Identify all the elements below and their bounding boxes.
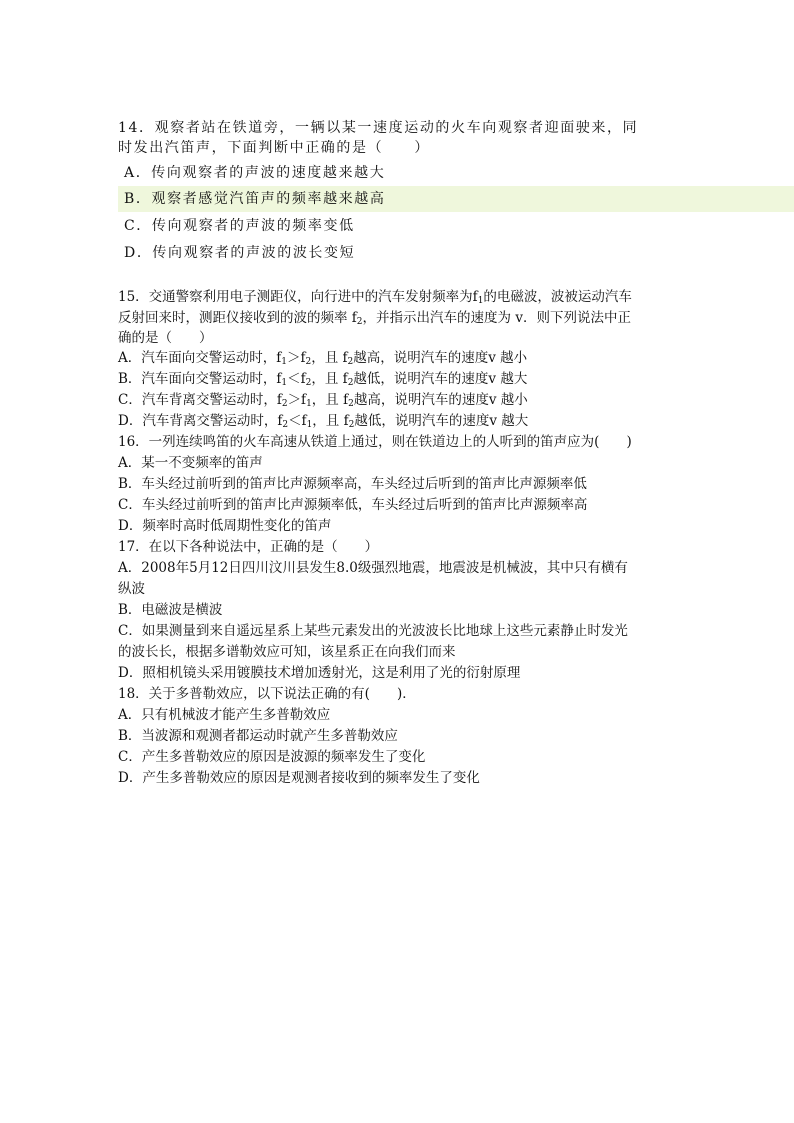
q17-option-a-line1: A．2008年5月12日四川汶川县发生8.0级强烈地震，地震波是机械波，其中只有横有 [118, 560, 628, 576]
q14-option-d: D．传向观察者的声波的波长变短 [124, 245, 356, 261]
q14-stem-line2: 时发出汽笛声，下面判断中正确的是（ ） [118, 140, 430, 156]
q15-stem-line1: 15．交通警察利用电子测距仪，向行进中的汽车发射频率为$f_1$的电磁波，波被运动汽车 [118, 289, 632, 306]
q17-option-c-line2: 的波长长，根据多谱勒效应可知，该星系正在向我们而来 [118, 644, 456, 660]
q14-option-c: C．传向观察者的声波的频率变低 [124, 218, 355, 234]
q17-stem: 17．在以下各种说法中，正确的是（ ） [118, 539, 379, 555]
q17-option-c-line1: C．如果测量到来自遥远星系上某些元素发出的光波波长比地球上这些元素静止时发光 [118, 623, 628, 639]
q18-option-c: C．产生多普勒效应的原因是波源的频率发生了变化 [118, 749, 426, 765]
q17-option-b: B．电磁波是横波 [118, 602, 223, 618]
q17-option-a-line2: 纵波 [118, 581, 145, 597]
q15-stem-line2: 反射回来时，测距仪接收到的波的频率 $f_2$，并指示出汽车的速度为 v．则下列说法中正 [118, 310, 631, 327]
q16-stem: 16．一列连续鸣笛的火车高速从铁道上通过，则在铁道边上的人听到的笛声应为( ) [118, 434, 632, 450]
q14-stem-line1: 14．观察者站在铁道旁，一辆以某一速度运动的火车向观察者迎面驶来，同 [118, 120, 639, 136]
q18-stem: 18．关于多普勒效应，以下说法正确的有( )． [118, 686, 416, 702]
q16-option-d: D．频率时高时低周期性变化的笛声 [118, 518, 332, 534]
q16-option-a: A．某一不变频率的笛声 [118, 455, 263, 471]
q15-stem-line3: 确的是（ ） [118, 330, 213, 346]
q15-option-b: B．汽车面向交警运动时，$f_1<f_2$，且 $f_2$越低，说明汽车的速度v 越大 [118, 371, 528, 388]
q16-option-c: C．车头经过前听到的笛声比声源频率低，车头经过后听到的笛声比声源频率高 [118, 497, 588, 513]
q15-option-a: A．汽车面向交警运动时，$f_1>f_2$，且 $f_2$越高，说明汽车的速度v 越小 [118, 350, 528, 367]
q18-option-d: D．产生多普勒效应的原因是观测者接收到的频率发生了变化 [118, 770, 480, 786]
q17-option-d: D．照相机镜头采用镀膜技术增加透射光，这是利用了光的衍射原理 [118, 665, 521, 681]
q16-option-b: B．车头经过前听到的笛声比声源频率高，车头经过后听到的笛声比声源频率低 [118, 476, 587, 492]
q15-option-d: D．汽车背离交警运动时，$f_2<f_1$，且 $f_2$越低，说明汽车的速度v 越大 [118, 413, 529, 430]
q18-option-b: B．当波源和观测者都运动时就产生多普勒效应 [118, 728, 398, 744]
q14-option-a: A．传向观察者的声波的速度越来越大 [124, 165, 386, 181]
q15-option-c: C．汽车背离交警运动时，$f_2>f_1$，且 $f_2$越高，说明汽车的速度v 越小 [118, 392, 528, 409]
q18-option-a: A．只有机械波才能产生多普勒效应 [118, 707, 331, 723]
q14-option-b: B．观察者感觉汽笛声的频率越来越高 [124, 191, 386, 207]
